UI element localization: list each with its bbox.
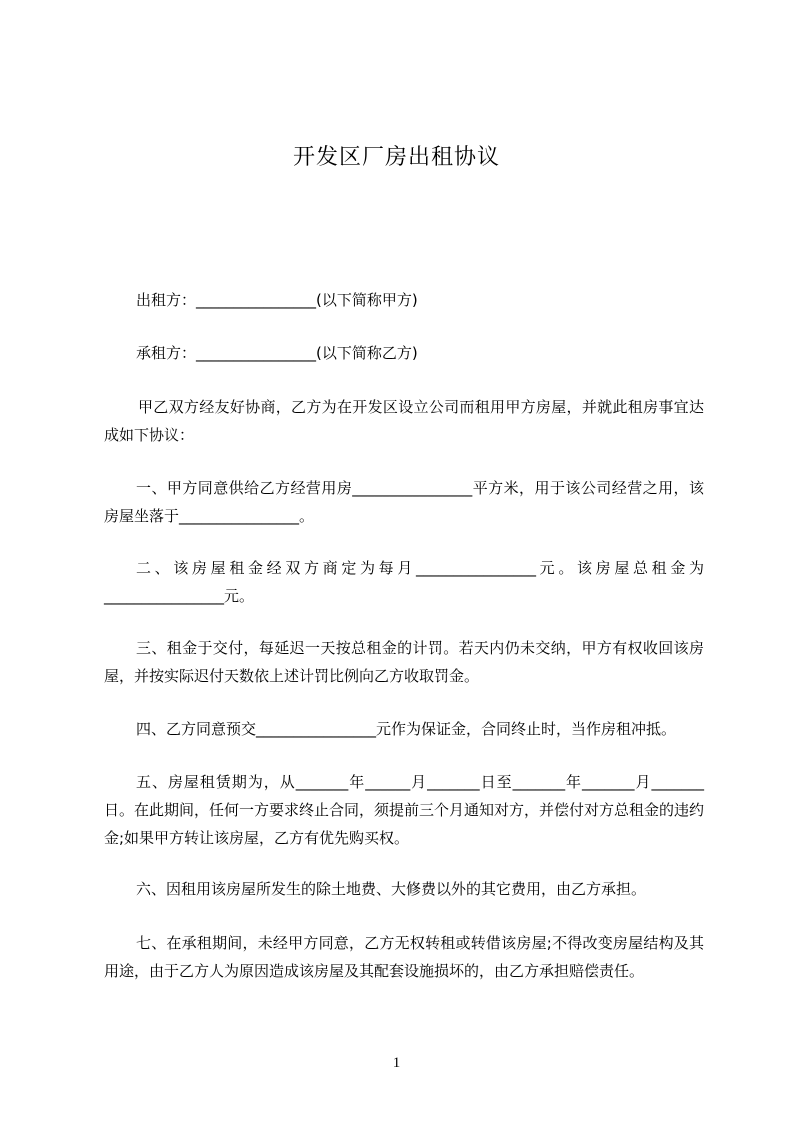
clause-6: 六、因租用该房屋所发生的除土地费、大修费以外的其它费用，由乙方承担。 xyxy=(136,880,647,898)
document-title: 开发区厂房出租协议 xyxy=(292,145,500,170)
clause-1: 一、甲方同意供给乙方经营用房________________平方米，用于该公司经营之用，该房屋坐落于________________。 xyxy=(104,479,704,525)
lessee-line: 承租方：________________(以下简称乙方) xyxy=(136,344,418,362)
lessor-line: 出租方：________________(以下简称甲方) xyxy=(136,291,418,309)
clause-5: 五、房屋租赁期为，从_______年______月_______日至_______年_______月_______日。在此期间，任何一方要求终止合同，须提前三个月通知对方，并偿付对方总租金的违约金;如果甲方转让该房屋，乙方有优先购买权。 xyxy=(104,773,705,847)
clause-7: 七、在承租期间，未经甲方同意，乙方无权转租或转借该房屋;不得改变房屋结构及其用途，由于乙方人为原因造成该房屋及其配套设施损坏的，由乙方承担赔偿责任。 xyxy=(104,934,704,980)
page-number: 1 xyxy=(392,1055,401,1071)
clause-4: 四、乙方同意预交________________元作为保证金，合同终止时，当作房租冲抵。 xyxy=(136,720,677,738)
intro-paragraph: 甲乙双方经友好协商，乙方为在开发区设立公司而租用甲方房屋，并就此租房事宜达成如下协议： xyxy=(104,398,704,444)
clause-2: 二、该房屋租金经双方商定为每月________________元。该房屋总租金为________________元。 xyxy=(104,559,704,605)
clause-3: 三、租金于交付，每延迟一天按总租金的计罚。若天内仍未交纳，甲方有权收回该房屋，并按实际迟付天数依上述计罚比例向乙方收取罚金。 xyxy=(104,639,704,685)
